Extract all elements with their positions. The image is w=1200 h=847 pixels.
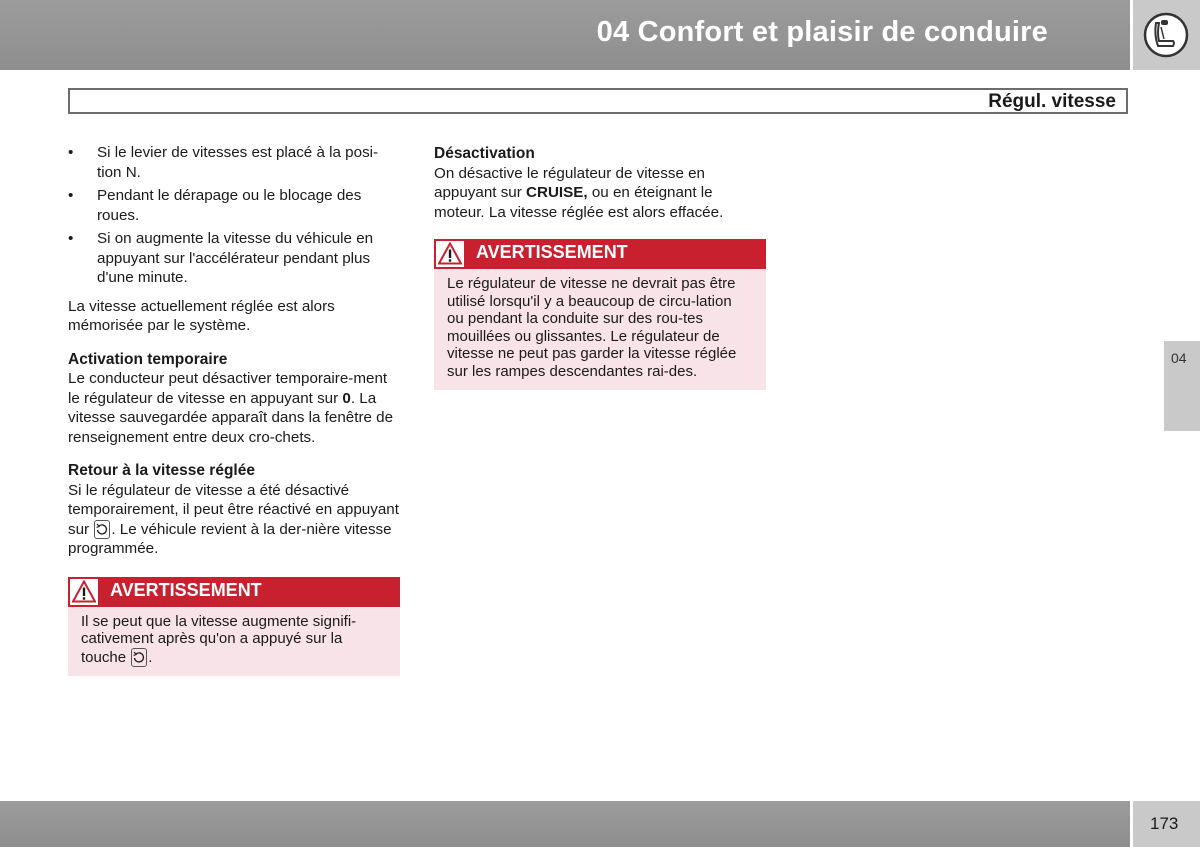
- warning-header: [434, 239, 766, 269]
- warning-box-left: [68, 577, 400, 676]
- bullet-icon: •: [68, 230, 74, 247]
- section-header: [68, 88, 1128, 114]
- warning-triangle-icon: [72, 580, 96, 603]
- chapter-side-tab: [1164, 341, 1200, 431]
- deactivation-heading: Désactivation: [434, 145, 535, 162]
- list-item: • Si on augmente la vitesse du véhicule en appuyant sur l'accélérateur pendant plus d'une minute.: [68, 230, 374, 286]
- list-item: • Si le levier de vitesses est placé à la posi-tion N.: [68, 144, 379, 181]
- chapter-side-tab-label: 04: [1171, 350, 1187, 366]
- list-item: • Pendant le dérapage ou le blocage des roues.: [68, 187, 362, 224]
- return-speed-paragraph: Si le régulateur de vitesse a été désactivé temporairement, il peut être réactivé en appuyant sur . Le véhicule revient à la der-nière vitesse programmée.: [68, 481, 399, 557]
- warning-text: Le régulateur de vitesse ne devrait pas être utilisé lorsqu'il y a beaucoup de circu-lation ou pendant la conduite sur des rou-tes mouillées ou glissantes. Le régulateur de vitesse ne peut pas garder la vitesse réglée sur les rampes descendantes rai-des.: [447, 275, 737, 380]
- condition-list: [68, 143, 400, 288]
- bullet-icon: •: [68, 187, 74, 204]
- warning-header: [68, 577, 400, 607]
- deactivation-paragraph: On désactive le régulateur de vitesse en appuyant sur CRUISE, ou en éteignant le moteur. La vitesse réglée est alors effacée.: [434, 164, 724, 221]
- temp-activation-paragraph: Le conducteur peut désactiver temporaire-ment le régulateur de vitesse en appuyant sur 0. La vitesse sauvegardée apparaît dans la fenêtre de renseignement entre deux cro-chets.: [68, 370, 394, 446]
- right-column: [434, 144, 766, 390]
- warning-text: Il se peut que la vitesse augmente signifi-cativement après qu'on a appuyé sur la touche .: [81, 612, 357, 666]
- warning-box-right: [434, 239, 766, 390]
- key-zero: 0: [342, 389, 351, 407]
- chapter-icon-box: [1133, 0, 1200, 70]
- page-number: 173: [1150, 814, 1179, 833]
- temp-activation-heading: Activation temporaire: [68, 350, 228, 368]
- memorized-paragraph: La vitesse actuellement réglée est alors mémorisée par le système.: [68, 297, 335, 334]
- resume-icon: [94, 520, 110, 539]
- page-number-box: [1133, 801, 1200, 847]
- bullet-icon: •: [68, 144, 74, 161]
- key-cruise: CRUISE,: [526, 184, 588, 201]
- chapter-header-bar: [0, 0, 1130, 70]
- warning-title: AVERTISSEMENT: [110, 579, 262, 600]
- footer-bar: [0, 801, 1130, 847]
- section-title: Régul. vitesse: [988, 91, 1116, 112]
- seat-icon: [1142, 11, 1190, 59]
- warning-title: AVERTISSEMENT: [476, 242, 628, 262]
- left-column: [68, 143, 400, 676]
- chapter-title: 04 Confort et plaisir de conduire: [596, 16, 1048, 48]
- resume-icon: [131, 648, 147, 667]
- warning-triangle-icon: [438, 242, 462, 265]
- return-speed-heading: Retour à la vitesse réglée: [68, 462, 255, 479]
